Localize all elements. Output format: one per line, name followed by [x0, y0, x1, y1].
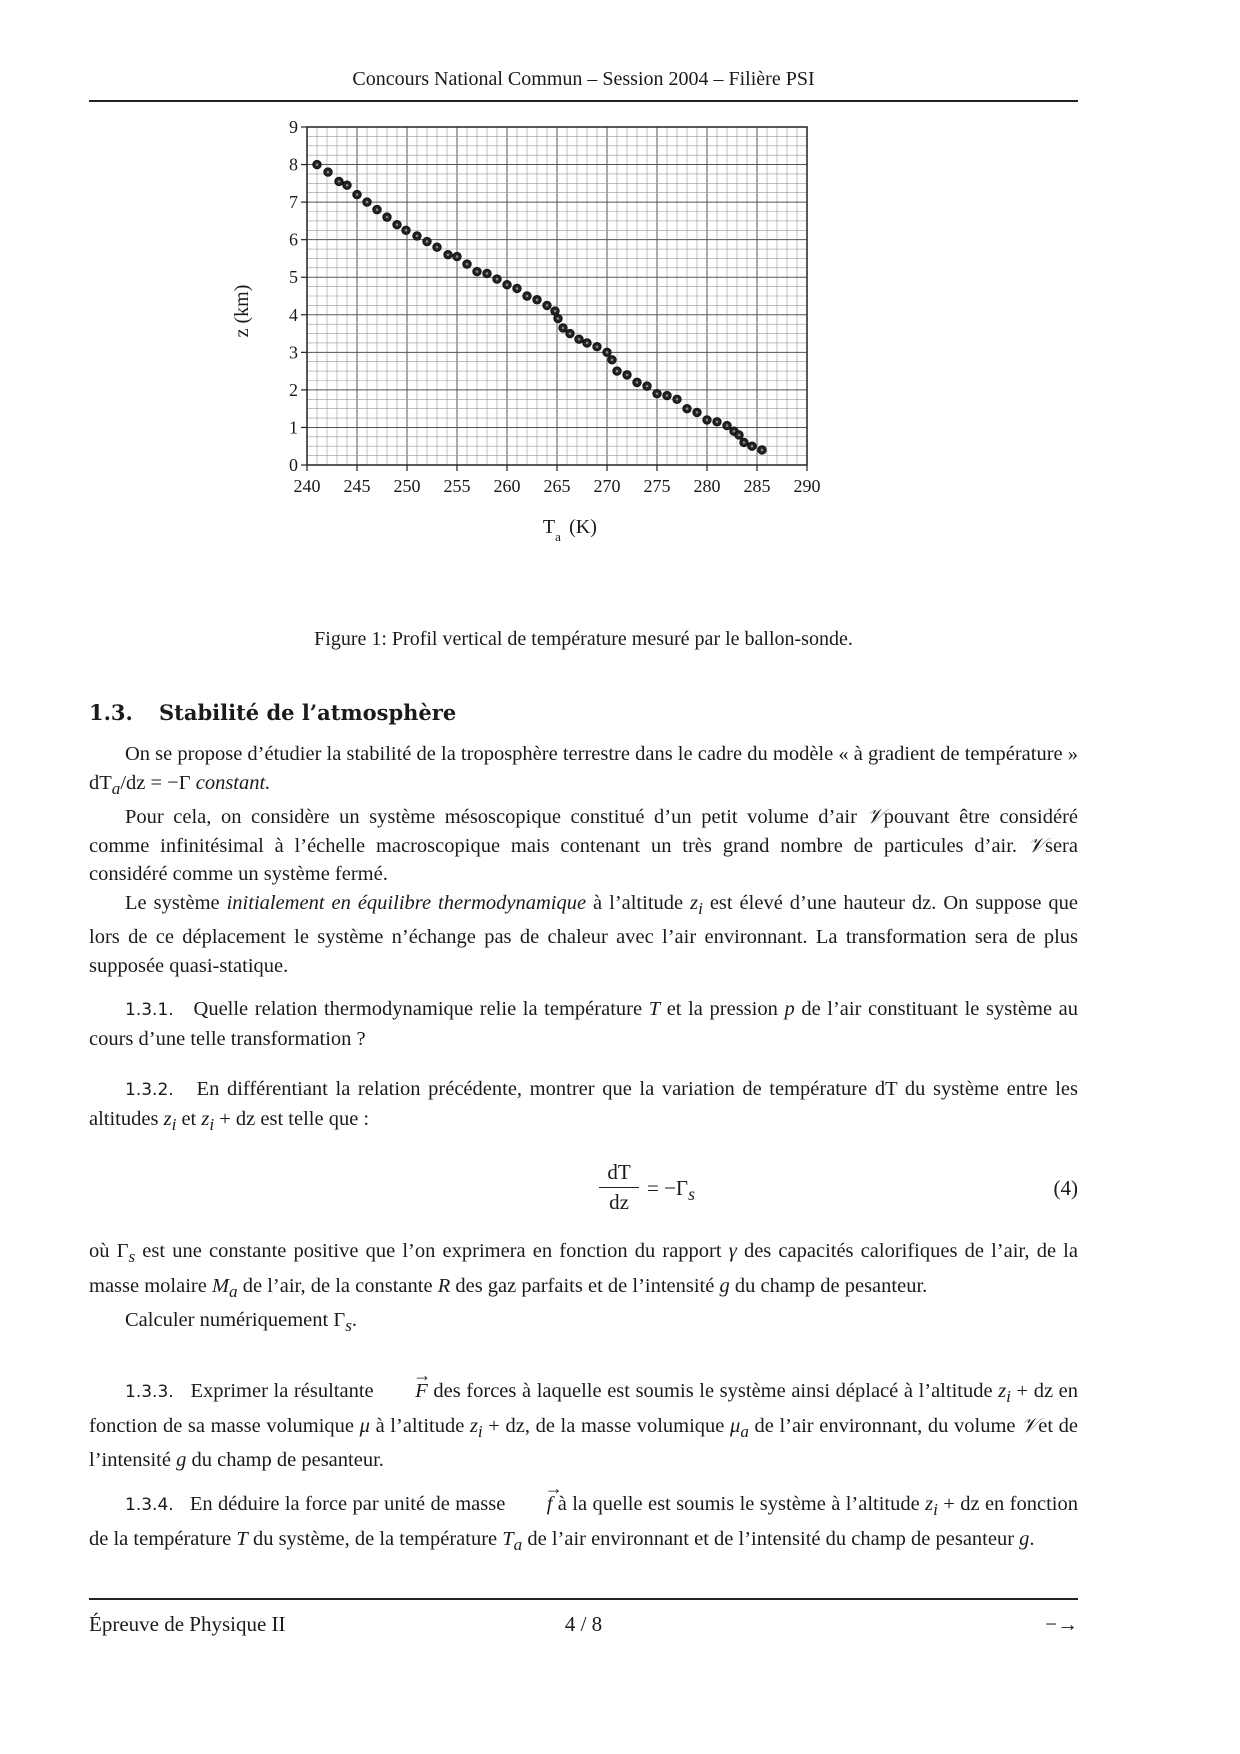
gamma-s-description: où $\Gamma_s$ est une constante positive que l’on exprimera en fonction du rapport γ des capacités calorifiques de l’air, de la masse molaire $M_a$ de l’air, de la constante R des gaz parfaits et de l’intensité g du champ de pesanteur. Calculer numériquement $\Gamma_s$.	[89, 1240, 1078, 1336]
data-point-center	[557, 317, 560, 320]
equation-number: (4)	[1053, 1176, 1078, 1200]
data-point-center	[346, 184, 349, 187]
x-tick-label: 260	[493, 476, 521, 496]
data-point-center	[536, 298, 539, 301]
question-1-3-4: 1.3.4. En déduire la force par unité de masse → f à la quelle est soumis le système à l’altitude $z_i$ + dz en fonction de la température T du système, de la température $T_a$ de l’air environnant et de l’intensité du champ de pesanteur g.	[89, 1490, 1078, 1559]
data-point-center	[726, 424, 729, 427]
data-point-center	[578, 338, 581, 341]
data-point-center	[596, 345, 599, 348]
section-intro	[89, 740, 1078, 980]
data-point-center	[466, 263, 469, 266]
data-point-center	[611, 359, 614, 362]
x-tick-label: 280	[693, 476, 721, 496]
data-point-center	[606, 351, 609, 354]
data-point-center	[716, 421, 719, 424]
data-point-center	[396, 223, 399, 226]
data-point-center	[626, 374, 629, 377]
paragraph-2: Pour cela, on considère un système mésoscopique constitué d’un petit volume d’air 𝒱pouvant être considéré comme infinitésimal à l’échelle macroscopique mais contenant un très grand nombre de particules d’air. 𝒱sera considéré comme un système fermé.	[89, 806, 1079, 886]
data-point-center	[554, 310, 557, 313]
data-point-center	[496, 278, 499, 281]
data-point-center	[366, 201, 369, 204]
question-1-3-3: 1.3.3. Exprimer la résultante → F des forces à laquelle est soumis le système ainsi déplacé à l’altitude $z_i$ + dz en fonction de sa masse volumique μ à l’altitude $z_i$ + dz, de la masse volumique $\mu_a$ de l’air environnant, du volume 𝒱et de l’intensité g du champ de pesanteur.	[89, 1377, 1078, 1475]
data-point-center	[676, 398, 679, 401]
data-point-center	[376, 208, 379, 211]
data-point-center	[327, 171, 330, 174]
section-heading	[89, 700, 456, 725]
equation-4	[89, 1160, 1078, 1220]
x-axis-label-unit: (K)	[569, 516, 597, 538]
y-tick-label: 0	[289, 455, 298, 475]
data-point-center	[733, 430, 736, 433]
data-point-center	[338, 180, 341, 183]
data-point-center	[706, 419, 709, 422]
y-tick-label: 6	[289, 229, 298, 250]
data-point-center	[506, 283, 509, 286]
data-point-center	[546, 304, 549, 307]
x-tick-label: 285	[743, 476, 771, 496]
y-tick-label: 7	[289, 192, 298, 213]
footer-exam-name: Épreuve de Physique II	[89, 1612, 286, 1636]
y-tick-label: 5	[289, 267, 298, 288]
data-point-center	[586, 342, 589, 345]
data-point-center	[751, 445, 754, 448]
data-point-center	[636, 381, 639, 384]
figure-caption: Figure 1: Profil vertical de température mesuré par le ballon-sonde.	[314, 628, 853, 650]
paragraph-1: On se propose d’étudier la stabilité de la troposphère terrestre dans le cadre du modèle « à gradient de température » $dT_a/dz = -\Gamma$ constant.	[89, 743, 1078, 798]
data-point-center	[761, 449, 764, 452]
x-axis-label-subscript: a	[555, 529, 561, 544]
x-axis-label: T	[542, 516, 556, 538]
data-point-center	[447, 253, 450, 256]
y-tick-label: 3	[289, 342, 298, 363]
footer-rule	[89, 1598, 1078, 1600]
data-point-center	[436, 246, 439, 249]
page-header: Concours National Commun – Session 2004 – Filière PSI	[352, 68, 815, 90]
y-tick-label: 9	[289, 120, 298, 137]
data-point-center	[476, 270, 479, 273]
data-point-center	[562, 327, 565, 330]
section-title: Stabilité de l’atmosphère	[159, 700, 457, 725]
x-tick-label: 255	[443, 476, 471, 496]
data-point-center	[738, 434, 741, 437]
y-tick-label: 8	[289, 154, 298, 175]
data-point-center	[656, 392, 659, 395]
question-1-3-2: 1.3.2. En différentiant la relation précédente, montrer que la variation de température dT du système entre les altitudes $z_i$ et $z_i$ + dz est telle que :	[89, 1078, 1079, 1134]
paragraph-3: Le système initialement en équilibre thermodynamique à l’altitude $z_i$ est élevé d’une hauteur dz. On suppose que lors de ce déplacement le système n’échange pas de chaleur avec l’air environnant. La transformation sera de plus supposée quasi-statique.	[89, 891, 1078, 977]
next-page-arrow-icon: −→	[1045, 1612, 1078, 1636]
data-point-center	[686, 407, 689, 410]
x-tick-label: 265	[543, 476, 571, 496]
data-point-center	[405, 229, 408, 232]
x-tick-label: 240	[293, 476, 321, 496]
data-point-center	[516, 287, 519, 290]
data-point-center	[356, 193, 359, 196]
x-tick-label: 275	[643, 476, 671, 496]
data-point-center	[696, 411, 699, 414]
y-tick-label: 4	[289, 304, 298, 325]
x-tick-label: 290	[793, 476, 821, 496]
y-tick-label: 1	[289, 417, 298, 438]
data-point-center	[526, 295, 529, 298]
header-rule	[89, 100, 1078, 102]
y-axis-label: z (km)	[231, 284, 253, 338]
data-point-center	[316, 163, 319, 166]
page-number: 4 / 8	[564, 1612, 603, 1636]
data-point-center	[416, 235, 419, 238]
data-point-center	[486, 272, 489, 275]
data-point-center	[456, 255, 459, 258]
equation-rhs: = $-\Gamma_s$	[647, 1176, 695, 1205]
y-tick-label: 2	[289, 379, 298, 400]
equation-fraction: $\frac{dT}{dz}$	[599, 1160, 639, 1215]
data-point-center	[616, 370, 619, 373]
data-point-center	[743, 441, 746, 444]
section-number: 1.3.	[89, 700, 133, 725]
question-1-3-1: 1.3.1. Quelle relation thermodynamique relie la température T et la pression p de l’air constituant le système au cours d’une telle transformation ?	[89, 998, 1079, 1050]
x-tick-label: 270	[593, 476, 621, 496]
data-point-center	[426, 240, 429, 243]
x-tick-label: 250	[393, 476, 421, 496]
data-point-center	[646, 385, 649, 388]
data-point-center	[569, 332, 572, 335]
x-tick-label: 245	[343, 476, 371, 496]
data-point-center	[666, 394, 669, 397]
temperature-profile-chart	[230, 120, 930, 610]
data-point-center	[386, 216, 389, 219]
